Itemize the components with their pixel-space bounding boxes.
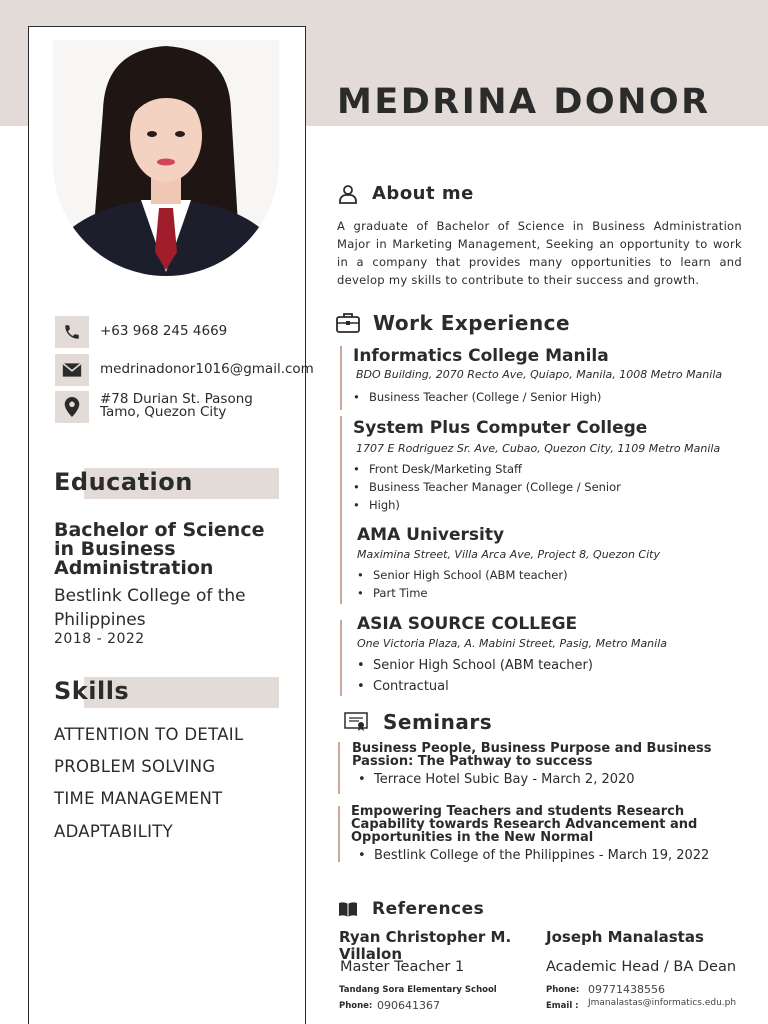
list-item: • Business Teacher (College / Senior High)	[353, 389, 601, 405]
reference-phone-label: Phone:	[546, 985, 580, 995]
list-item: • High)	[353, 496, 621, 514]
job-title: ASIA SOURCE COLLEGE	[357, 614, 578, 634]
about-heading: About me	[338, 183, 474, 204]
phone-text: +63 968 245 4669	[100, 323, 228, 339]
book-icon	[338, 900, 358, 918]
job-title: AMA University	[357, 525, 505, 545]
job-title: Informatics College Manila	[353, 346, 609, 366]
job-address: BDO Building, 2070 Recto Ave, Quiapo, Manila, 1008 Metro Manila	[356, 368, 723, 381]
user-icon	[338, 184, 358, 204]
contact-address	[55, 391, 305, 423]
timeline-line	[338, 806, 340, 862]
location-pin-icon	[55, 391, 89, 423]
address-line-1: #78 Durian St. Pasong	[100, 391, 253, 407]
skill-item: PROBLEM SOLVING	[54, 757, 216, 776]
seminar-detail	[358, 771, 635, 789]
envelope-icon	[55, 354, 89, 386]
timeline-line	[338, 742, 340, 794]
phone-icon	[55, 316, 89, 348]
list-item: • Senior High School (ABM teacher)	[357, 655, 593, 676]
job-title: System Plus Computer College	[353, 418, 648, 438]
job-duties	[353, 460, 621, 514]
list-item: • Senior High School (ABM teacher)	[357, 566, 568, 584]
contact-email	[55, 354, 314, 386]
timeline-line	[340, 620, 342, 696]
seminars-heading: Seminars	[344, 710, 492, 734]
reference-email: Jmanalastas@informatics.edu.ph	[588, 998, 737, 1008]
profile-photo	[53, 40, 279, 276]
about-text: A graduate of Bachelor of Science in Business Administration Major in Marketing Management, Seeking an opportunity to work in a company that provides many opportunities to learn and develop my skills to contribute to their success and growth.	[337, 219, 742, 287]
job-duties	[357, 655, 593, 697]
address-line-2: Tamo, Quezon City	[100, 404, 227, 420]
work-heading: Work Experience	[336, 311, 570, 335]
skill-item: ATTENTION TO DETAIL	[54, 725, 244, 744]
reference-org: Tandang Sora Elementary School	[339, 985, 497, 995]
job-address: Maximina Street, Villa Arca Ave, Project 8, Quezon City	[357, 548, 660, 561]
references-heading: References	[338, 899, 484, 919]
contact-phone	[55, 316, 305, 348]
email-text: medrinadonor1016@gmail.com	[100, 361, 314, 377]
job-duties	[357, 566, 568, 602]
list-item: • Contractual	[357, 676, 593, 697]
reference-phone-label: Phone:	[339, 1001, 373, 1011]
list-item: • Terrace Hotel Subic Bay - March 2, 2020	[358, 771, 635, 789]
education-years: 2018 - 2022	[54, 631, 145, 647]
list-item: • Part Time	[357, 584, 568, 602]
seminar-title: Business People, Business Purpose and Business Passion: The Pathway to success	[352, 741, 712, 769]
skills-heading: Skills	[54, 677, 279, 708]
address-text	[100, 391, 253, 419]
job-address: 1707 E Rodriguez Sr. Ave, Cubao, Quezon City, 1109 Metro Manila	[356, 442, 721, 455]
list-item: • Front Desk/Marketing Staff	[353, 460, 621, 478]
certificate-icon	[344, 712, 368, 732]
list-item: • Business Teacher Manager (College / Senior	[353, 478, 621, 496]
skill-item: TIME MANAGEMENT	[54, 789, 223, 808]
reference-name: Ryan Christopher M. Villalon	[339, 928, 512, 963]
seminar-title: Empowering Teachers and students Research Capability towards Research Advancement and Opportunities in the New Normal	[351, 804, 698, 845]
job-duties	[353, 389, 601, 405]
briefcase-icon	[336, 312, 360, 334]
reference-role: Academic Head / BA Dean	[546, 959, 737, 975]
degree: Bachelor of Science in Business Administration	[54, 519, 265, 579]
timeline-line	[340, 416, 342, 516]
timeline-line	[340, 512, 342, 604]
reference-phone: 09771438556	[588, 983, 665, 996]
education-heading: Education	[54, 468, 279, 499]
reference-name: Joseph Manalastas	[546, 928, 704, 946]
skill-item: ADAPTABILITY	[54, 822, 174, 841]
school-name: Bestlink College of the Philippines	[54, 586, 246, 630]
candidate-name: MEDRINA DONOR	[337, 82, 711, 122]
reference-role: Master Teacher 1	[340, 959, 465, 975]
list-item: • Bestlink College of the Philippines - March 19, 2022	[358, 847, 709, 865]
job-address: One Victoria Plaza, A. Mabini Street, Pasig, Metro Manila	[357, 637, 668, 650]
timeline-line	[340, 346, 342, 410]
reference-email-label: Email :	[546, 1001, 579, 1011]
seminar-detail	[358, 847, 709, 865]
reference-phone: 090641367	[377, 999, 440, 1012]
